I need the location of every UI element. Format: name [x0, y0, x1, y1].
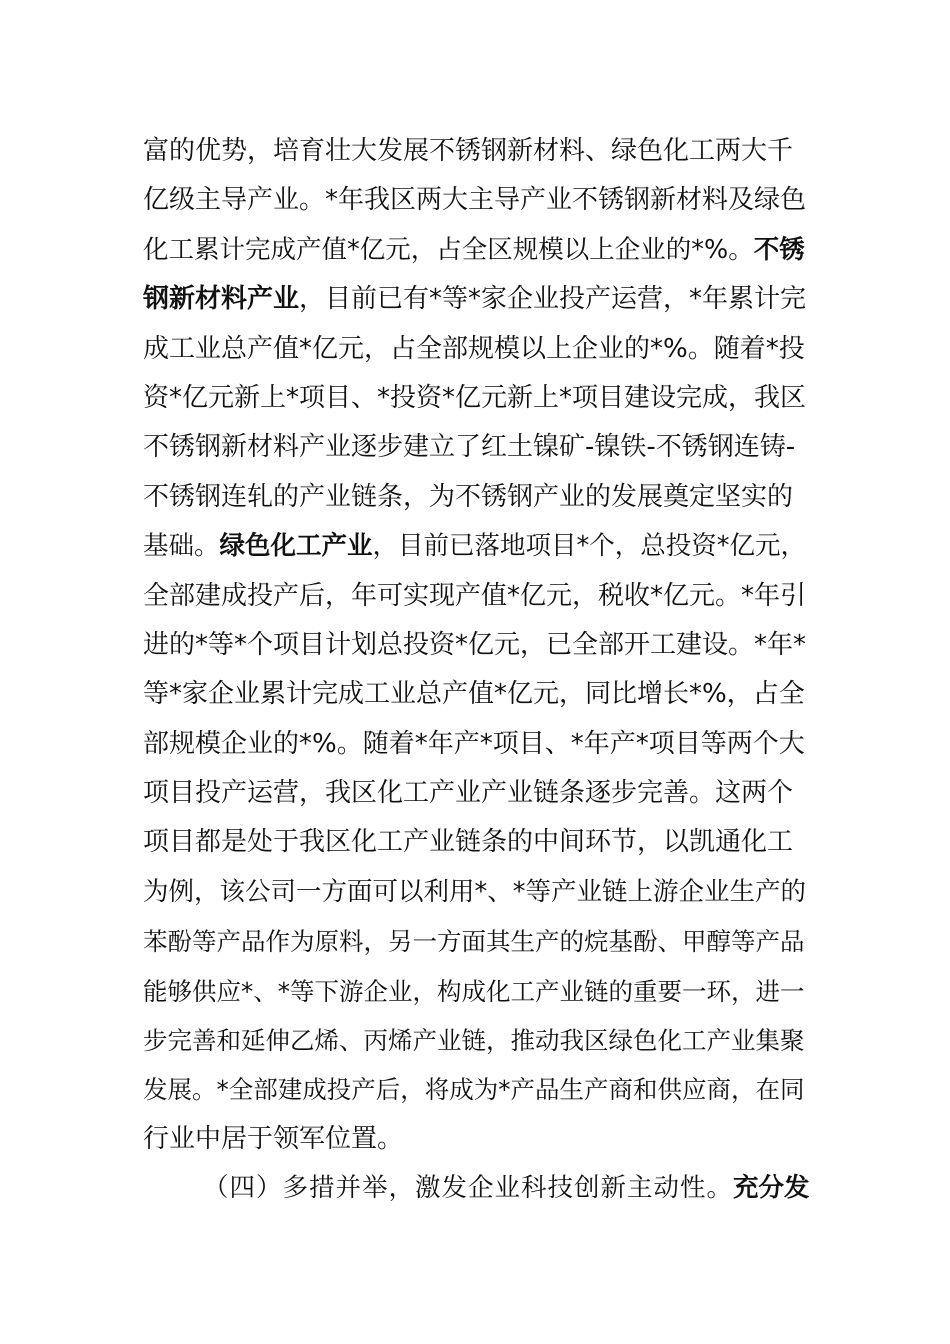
section-heading-line	[143, 1164, 813, 1213]
text-line: 不锈钢新材料产业逐步建立了红土镍矿-镍铁-不锈钢连铸-	[143, 432, 796, 463]
text-line: 钢新材料产业，目前已有*等*家企业投产运营，*年累计完	[143, 284, 807, 315]
text-line: 项目都是处于我区化工产业链条的中间环节，以凯通化工	[143, 827, 794, 858]
text-line: 全部建成投产后，年可实现产值*亿元，税收*亿元。*年引	[143, 580, 807, 611]
text-line: 进的*等*个项目计划总投资*亿元，已全部开工建设。*年*	[143, 629, 807, 660]
text-line: 资*亿元新上*项目、*投资*亿元新上*项目建设完成，我区	[143, 382, 807, 413]
text-line: 成工业总产值*亿元，占全部规模以上企业的*%。随着*投	[143, 333, 805, 364]
text-line: 能够供应*、*等下游企业，构成化工产业链的重要一环，进一	[143, 976, 805, 1006]
body-text	[143, 127, 813, 1214]
text-line: 等*家企业累计完成工业总产值*亿元，同比增长*%，占全	[143, 679, 805, 710]
bold-term: 不锈	[753, 234, 805, 265]
bold-term: 充分发	[733, 1173, 810, 1204]
text-line: 不锈钢连轧的产业链条，为不锈钢产业的发展奠定坚实的	[143, 481, 794, 512]
text-line: 行业中居于领军位置。	[143, 1123, 404, 1154]
text-line: 项目投产运营，我区化工产业产业链条逐步完善。这两个	[143, 778, 794, 809]
section-heading: （四）多措并举，激发企业科技创新主动性。	[203, 1173, 734, 1204]
text-line: 亿级主导产业。*年我区两大主导产业不锈钢新材料及绿色	[143, 185, 807, 216]
bold-term: 绿色化工产业	[219, 531, 373, 562]
text-line: 步完善和延伸乙烯、丙烯产业链，推动我区绿色化工产业集聚	[143, 1026, 805, 1056]
text-line: 化工累计完成产值*亿元，占全区规模以上企业的*%。不锈	[143, 234, 805, 265]
text-line: 为例，该公司一方面可以利用*、*等产业链上游企业生产的	[143, 876, 807, 907]
text-line: 部规模企业的*%。随着*年产*项目、*年产*项目等两个大	[143, 728, 805, 759]
text-line: 发展。*全部建成投产后，将成为*产品生产商和供应商，在同	[143, 1075, 805, 1105]
text-line: 富的优势，培育壮大发展不锈钢新材料、绿色化工两大千	[143, 136, 794, 166]
text-line: 基础。绿色化工产业，目前已落地项目*个，总投资*亿元，	[143, 531, 807, 562]
bold-term: 钢新材料产业	[143, 284, 300, 315]
text-line: 苯酚等产品作为原料，另一方面其生产的烷基酚、甲醇等产品	[143, 927, 805, 957]
